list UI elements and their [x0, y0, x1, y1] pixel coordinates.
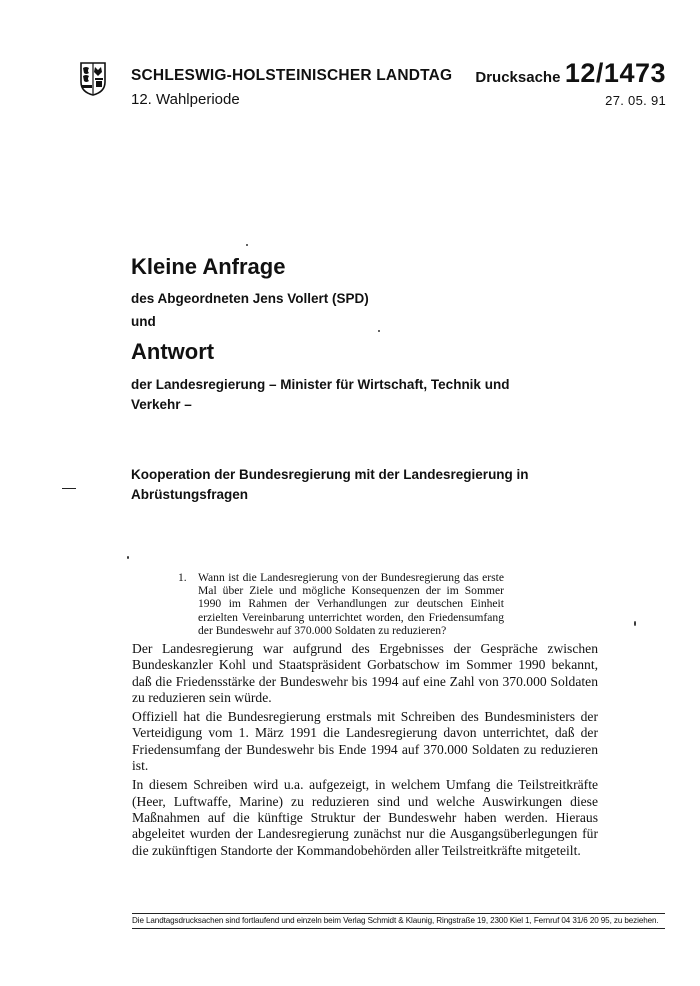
footer-rule-top — [132, 913, 665, 914]
parliament-name: SCHLESWIG-HOLSTEINISCHER LANDTAG — [131, 67, 453, 84]
margin-mark — [62, 488, 76, 489]
answer-paragraph: In diesem Schreiben wird u.a. aufgezeigt, in welchem Umfang die Teilstreitkräfte (Heer, Luftwaffe, Marine) zu reduzieren sind und welche Auswirkungen diese Maßnahmen auf die künftige Struktur der Bundeswehr haben werden. Hieraus abgeleitet wurden der Landesregierung zunächst nur die Ausgangsüberlegungen für die zukünftigen Standorte der Kommandobehörden aller Teilstreitkräfte mitgeteilt. — [132, 777, 598, 858]
drucksache-block — [475, 58, 666, 89]
question-block — [178, 571, 504, 637]
answer-body — [132, 641, 598, 862]
answer-paragraph: Der Landesregierung war aufgrund des Ergebnisses der Gespräche zwischen Bundeskanzler Kohl und Staatspräsident Gorbatschow im Sommer 1990 bekannt, daß die Friedensstärke der Bundeswehr bis 1994 auf eine Zahl von 370.000 Soldaten zu reduzieren sein würde. — [132, 641, 598, 705]
heading-antwort: Antwort — [131, 339, 215, 364]
footer-rule-bottom — [132, 928, 665, 929]
coat-of-arms-icon — [80, 62, 106, 96]
drucksache-number: 12/1473 — [564, 58, 666, 88]
scan-speck — [634, 621, 636, 626]
topic-title: Kooperation der Bundesregierung mit der Landesregierung in Abrüstungsfragen — [131, 467, 529, 502]
scan-speck — [246, 244, 248, 246]
document-date: 27. 05. 91 — [605, 93, 666, 108]
legislative-period: 12. Wahlperiode — [131, 91, 240, 108]
scan-speck — [378, 330, 380, 332]
question-number: 1. — [178, 571, 187, 584]
scan-speck — [127, 556, 129, 559]
asked-by: des Abgeordneten Jens Vollert (SPD) — [131, 291, 369, 306]
answer-paragraph: Offiziell hat die Bundesregierung erstmals mit Schreiben des Bundesministers der Verteidigung vom 1. März 1991 die Landesregierung davon unterrichtet, daß der Friedensumfang der Bundeswehr bis Ende 1994 auf 370.000 Soldaten zu reduzieren ist. — [132, 709, 598, 774]
heading-kleine-anfrage: Kleine Anfrage — [131, 254, 286, 279]
answered-by: der Landesregierung – Minister für Wirtschaft, Technik und Verkehr – — [131, 377, 510, 412]
question-text: Wann ist die Landesregierung von der Bundesregierung das erste Mal über Ziele und mögliche Konsequenzen der im Sommer 1990 im Rahmen der Verhandlungen zur deutschen Einheit erzielten Vereinbarung unterrichtet worden, den Friedensumfang der Bundeswehr auf 370.000 Soldaten zu reduzieren? — [198, 571, 504, 637]
footer-note: Die Landtagsdrucksachen sind fortlaufend und einzeln beim Verlag Schmidt & Klaunig, Ringstraße 19, 2300 Kiel 1, Fernruf 04 31/6 20 95, zu beziehen. — [132, 916, 659, 925]
drucksache-label: Drucksache — [475, 69, 561, 86]
conjunction-und: und — [131, 314, 156, 329]
